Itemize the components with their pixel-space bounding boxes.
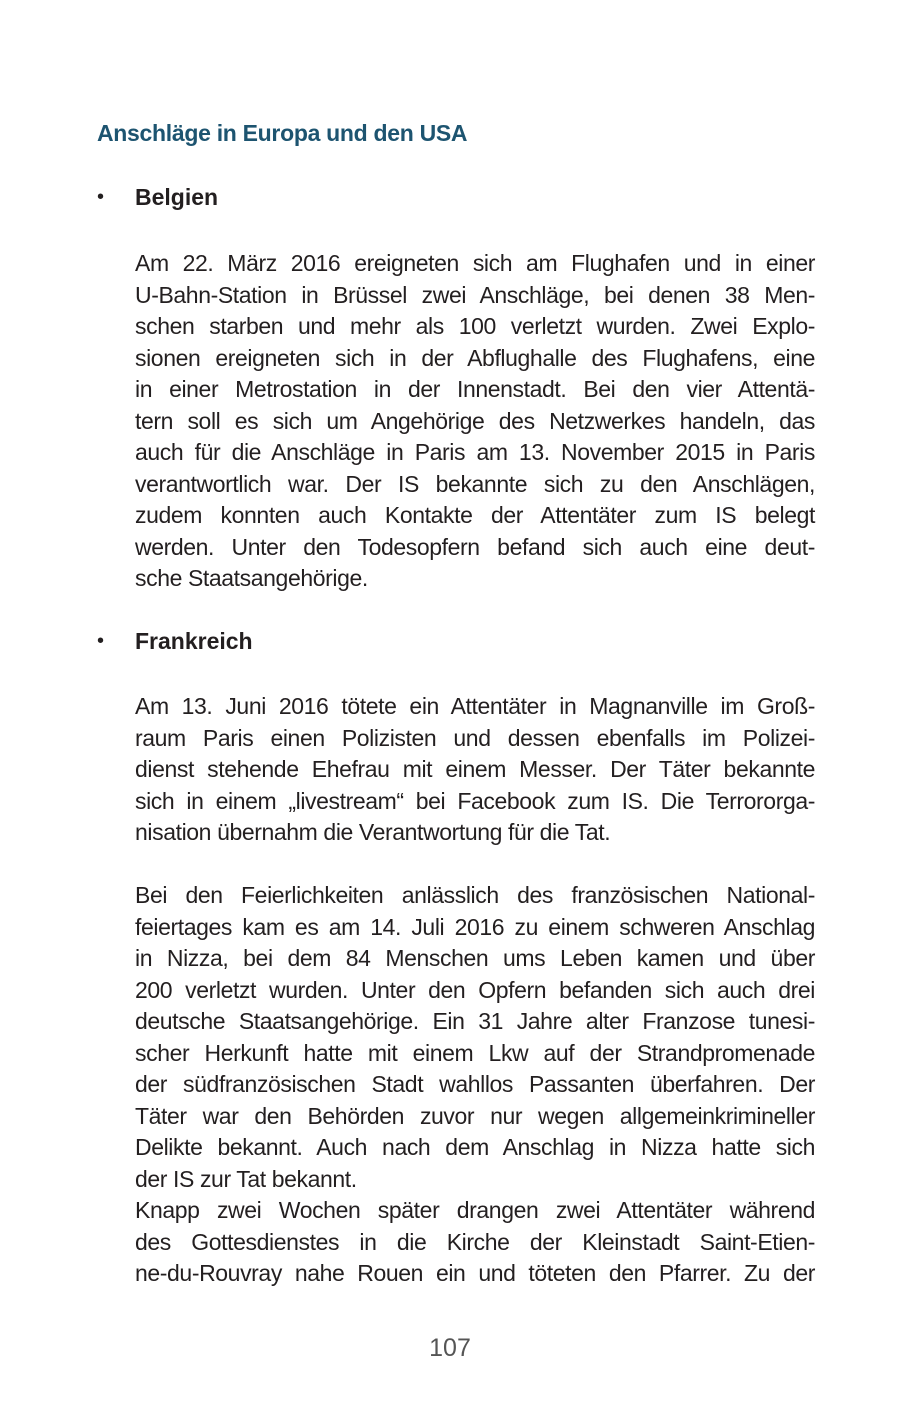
- bullet-belgien: •: [97, 186, 105, 208]
- text-line: Am 22. März 2016 ereigneten sich am Flughafen und in einer: [135, 250, 815, 276]
- text-line: sionen ereigneten sich in der Abflughalle des Flughafens, eine: [135, 344, 815, 371]
- text-line: Am 13. Juni 2016 tötete ein Attentäter in Magnanville im Groß-: [135, 693, 815, 719]
- text-line: in Nizza, bei dem 84 Menschen ums Leben kamen und über: [135, 945, 815, 971]
- text-line: feiertages kam es am 14. Juli 2016 zu einem schweren Anschlag: [135, 913, 815, 940]
- text-line: der südfranzösischen Stadt wahllos Passanten überfahren. Der: [135, 1071, 815, 1097]
- text-line: zudem konnten auch Kontakte der Attentäter zum IS belegt: [135, 502, 815, 528]
- text-line: Täter war den Behörden zuvor nur wegen allgemeinkrimineller: [135, 1102, 815, 1129]
- text-line: des Gottesdienstes in die Kirche der Kleinstadt Saint-Etien-: [135, 1228, 815, 1255]
- text-line: ne-du-Rouvray nahe Rouen ein und töteten den Pfarrer. Zu der: [135, 1260, 815, 1286]
- text-line: deutsche Staatsangehörige. Ein 31 Jahre alter Franzose tunesi-: [135, 1008, 815, 1034]
- text-line: schen starben und mehr als 100 verletzt wurden. Zwei Explo-: [135, 313, 815, 339]
- text-line: in einer Metrostation in der Innenstadt. Bei den vier Attentä-: [135, 376, 815, 402]
- text-line: Knapp zwei Wochen später drangen zwei Attentäter während: [135, 1197, 815, 1223]
- text-line: verantwortlich war. Der IS bekannte sich zu den Anschlägen,: [135, 470, 815, 497]
- bullet-frankreich: •: [97, 630, 105, 652]
- text-line: der IS zur Tat bekannt.: [135, 1165, 357, 1192]
- text-line: sche Staatsangehörige.: [135, 565, 368, 591]
- text-line: Delikte bekannt. Auch nach dem Anschlag in Nizza hatte sich: [135, 1134, 815, 1160]
- paragraph-frankreich-2: [135, 880, 815, 1290]
- text-line: nisation übernahm die Verantwortung für die Tat.: [135, 819, 611, 845]
- text-line: raum Paris einen Polizisten und dessen ebenfalls im Polizei-: [135, 724, 815, 751]
- text-line: U-Bahn-Station in Brüssel zwei Anschläge, bei denen 38 Men-: [135, 281, 815, 308]
- text-line: sich in einem „livestream“ bei Facebook zum IS. Die Terrororga-: [135, 787, 815, 814]
- subheading-belgien: Belgien: [135, 184, 219, 210]
- paragraph-frankreich-1: [135, 691, 815, 849]
- subheading-frankreich: Frankreich: [135, 628, 253, 654]
- text-line: scher Herkunft hatte mit einem Lkw auf der Strandpromenade: [135, 1039, 815, 1066]
- text-line: tern soll es sich um Angehörige des Netzwerkes handeln, das: [135, 407, 815, 434]
- text-line: auch für die Anschläge in Paris am 13. November 2015 in Paris: [135, 439, 815, 465]
- paragraph-belgien: [135, 248, 815, 595]
- text-line: Bei den Feierlichkeiten anlässlich des französischen National-: [135, 882, 815, 908]
- text-line: werden. Unter den Todesopfern befand sich auch eine deut-: [135, 533, 815, 560]
- section-heading: Anschläge in Europa und den USA: [97, 120, 468, 146]
- page-number: 107: [429, 1334, 471, 1362]
- text-line: dienst stehende Ehefrau mit einem Messer. Der Täter bekannte: [135, 756, 815, 782]
- text-line: 200 verletzt wurden. Unter den Opfern befanden sich auch drei: [135, 976, 815, 1003]
